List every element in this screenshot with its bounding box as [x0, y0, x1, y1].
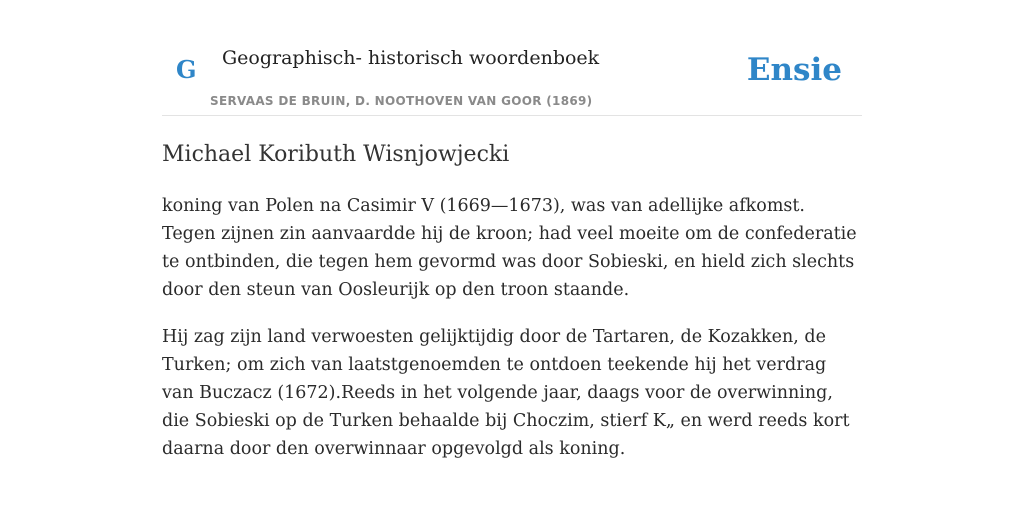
book-authors: SERVAAS DE BRUIN, D. NOOTHOVEN VAN GOOR (1869)	[210, 94, 593, 108]
ensie-logo-link[interactable]: Ensie	[746, 52, 842, 88]
book-title-link[interactable]: Geographisch- historisch woordenboek	[222, 47, 600, 69]
article-body	[162, 192, 862, 482]
article-paragraph: Hij zag zijn land verwoesten gelijktijdig door de Tartaren, de Kozakken, de Turken; om zich van laatstgenoemden te ontdoen teekende hij het verdrag van Buczacz (1672).Reeds in het volgende jaar, daags voor de overwinning, die Sobieski op de Turken behaalde bij Choczim, stierf K„ en werd reeds kort daarna door den overwinnaar opgevolgd als koning.	[162, 327, 850, 459]
book-logo-icon[interactable]: G	[176, 55, 197, 84]
article-title: Michael Koributh Wisnjowjecki	[162, 142, 510, 167]
book-header	[162, 0, 862, 116]
article-paragraph: koning van Polen na Casimir V (1669—1673), was van adellijke afkomst. Tegen zijnen zin aanvaardde hij de kroon; had veel moeite om de confederatie te ontbinden, die tegen hem gevormd was door Sobieski, en hield zich slechts door den steun van Oosleurijk op den troon staande.	[162, 196, 857, 300]
